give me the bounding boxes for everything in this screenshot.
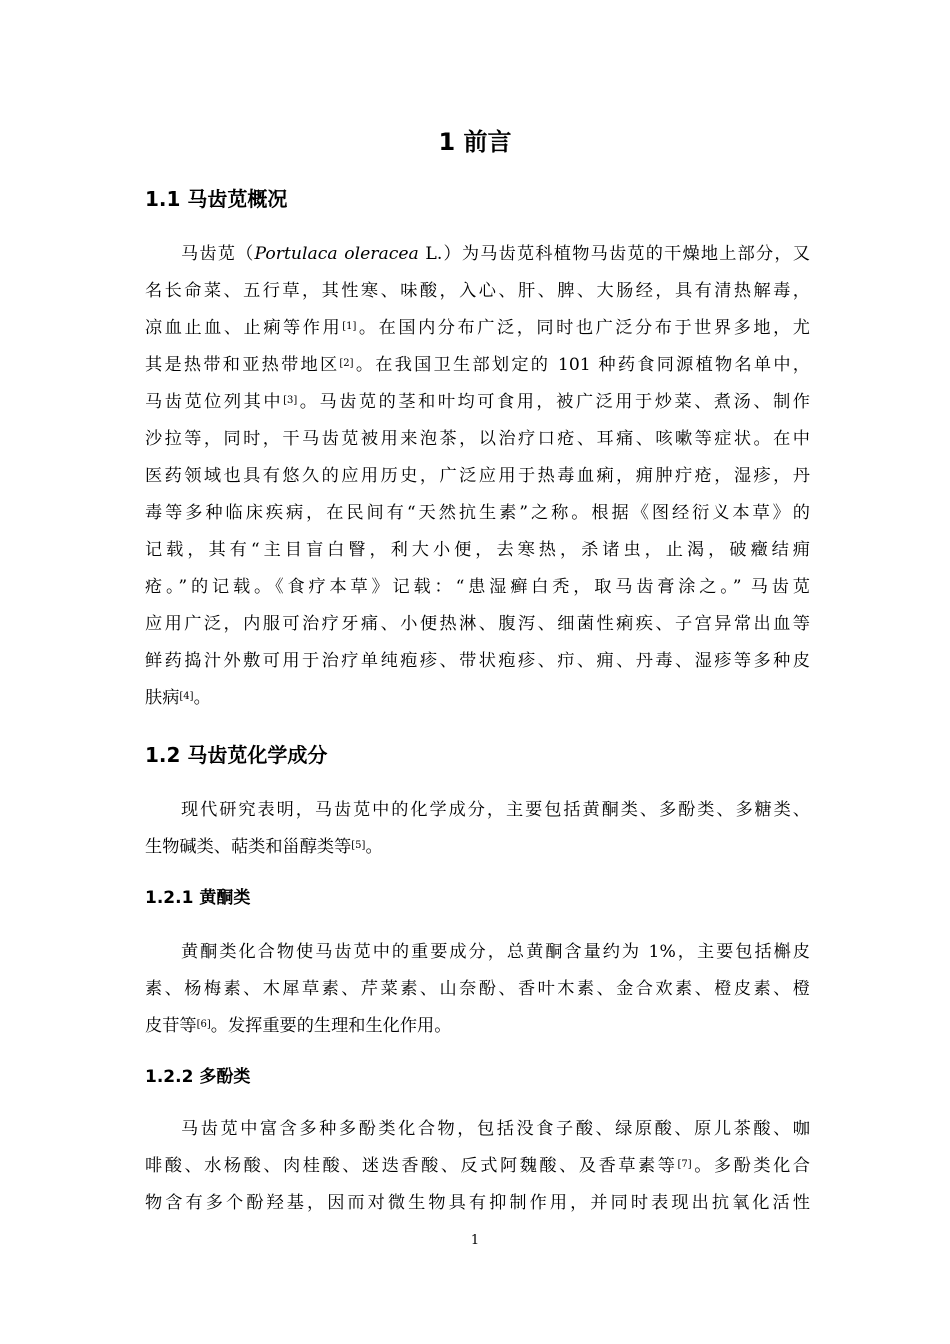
text-line: 鲜药捣汁外敷可用于治疗单纯疱疹、带状疱疹、疖、痈、丹毒、湿疹等多种皮 [145, 651, 810, 671]
text-line: 马齿苋位列其中[3]。马齿苋的茎和叶均可食用，被广泛用于炒菜、煮汤、制作 [145, 392, 810, 412]
text-line: 毒等多种临床疾病，在民间有“天然抗生素”之称。根据《图经衍义本草》的 [145, 503, 810, 523]
section-heading-1-2-2: 1.2.2 多酚类 [145, 1067, 251, 1087]
citation-ref: [2] [339, 358, 354, 369]
text-line: 现代研究表明，马齿苋中的化学成分，主要包括黄酮类、多酚类、多糖类、 [181, 800, 810, 820]
paragraph-overview [145, 236, 810, 717]
text-line: 记载，其有“主目盲白瞖，利大小便，去寒热，杀诸虫，止渴，破癥结痈 [145, 540, 810, 560]
text-line: 马齿苋（Portulaca oleracea L.）为马齿苋科植物马齿苋的干燥地上部分，又 [181, 244, 810, 264]
paragraph-flavonoids [145, 934, 810, 1045]
paragraph-chemistry [145, 792, 810, 866]
citation-ref: [6] [196, 1019, 211, 1030]
latin-name: Portulaca oleracea [254, 244, 419, 264]
section-heading-1-1: 1.1 马齿苋概况 [145, 187, 288, 211]
text-line: 名长命菜、五行草，其性寒、味酸，入心、肝、脾、大肠经，具有清热解毒， [145, 281, 810, 301]
citation-ref: [1] [342, 321, 357, 332]
paragraph-polyphenols [145, 1111, 810, 1222]
citation-ref: [5] [351, 840, 366, 851]
text-line: 肤病[4]。 [145, 688, 211, 708]
text-line: 黄酮类化合物使马齿苋中的重要成分，总黄酮含量约为 1%，主要包括槲皮 [181, 942, 810, 962]
text-line: 皮苷等[6]。发挥重要的生理和生化作用。 [145, 1016, 452, 1036]
text-line: 物含有多个酚羟基，因而对微生物具有抑制作用，并同时表现出抗氧化活性 [145, 1193, 810, 1213]
text-line: 凉血止血、止痢等作用[1]。在国内分布广泛，同时也广泛分布于世界多地，尤 [145, 318, 810, 338]
text-line: 马齿苋中富含多种多酚类化合物，包括没食子酸、绿原酸、原儿茶酸、咖 [181, 1119, 810, 1139]
page-number: 1 [470, 1233, 480, 1248]
text-line: 啡酸、水杨酸、肉桂酸、迷迭香酸、反式阿魏酸、及香草素等[7]。多酚类化合 [145, 1156, 810, 1176]
citation-ref: [4] [179, 691, 194, 702]
text-line: 医药领域也具有悠久的应用历史，广泛应用于热毒血痢，痈肿疔疮，湿疹，丹 [145, 466, 810, 486]
section-heading-1-2-1: 1.2.1 黄酮类 [145, 888, 251, 908]
citation-ref: [7] [677, 1159, 692, 1170]
text-line: 疮。”的记载。《食疗本草》记载：“患湿癣白秃，取马齿膏涂之。” 马齿苋 [145, 577, 810, 597]
text-line: 生物碱类、萜类和甾醇类等[5]。 [145, 837, 383, 857]
citation-ref: [3] [283, 395, 298, 406]
text-line: 沙拉等，同时，干马齿苋被用来泡茶，以治疗口疮、耳痛、咳嗽等症状。在中 [145, 429, 810, 449]
text-line: 素、杨梅素、木犀草素、芹菜素、山奈酚、香叶木素、金合欢素、橙皮素、橙 [145, 979, 810, 999]
text-line: 应用广泛，内服可治疗牙痛、小便热淋、腹泻、细菌性痢疾、子宫异常出血等 [145, 614, 810, 634]
chapter-title: 1 前言 [438, 128, 512, 156]
text-line: 其是热带和亚热带地区[2]。在我国卫生部划定的 101 种药食同源植物名单中， [145, 355, 810, 375]
section-heading-1-2: 1.2 马齿苋化学成分 [145, 743, 328, 767]
